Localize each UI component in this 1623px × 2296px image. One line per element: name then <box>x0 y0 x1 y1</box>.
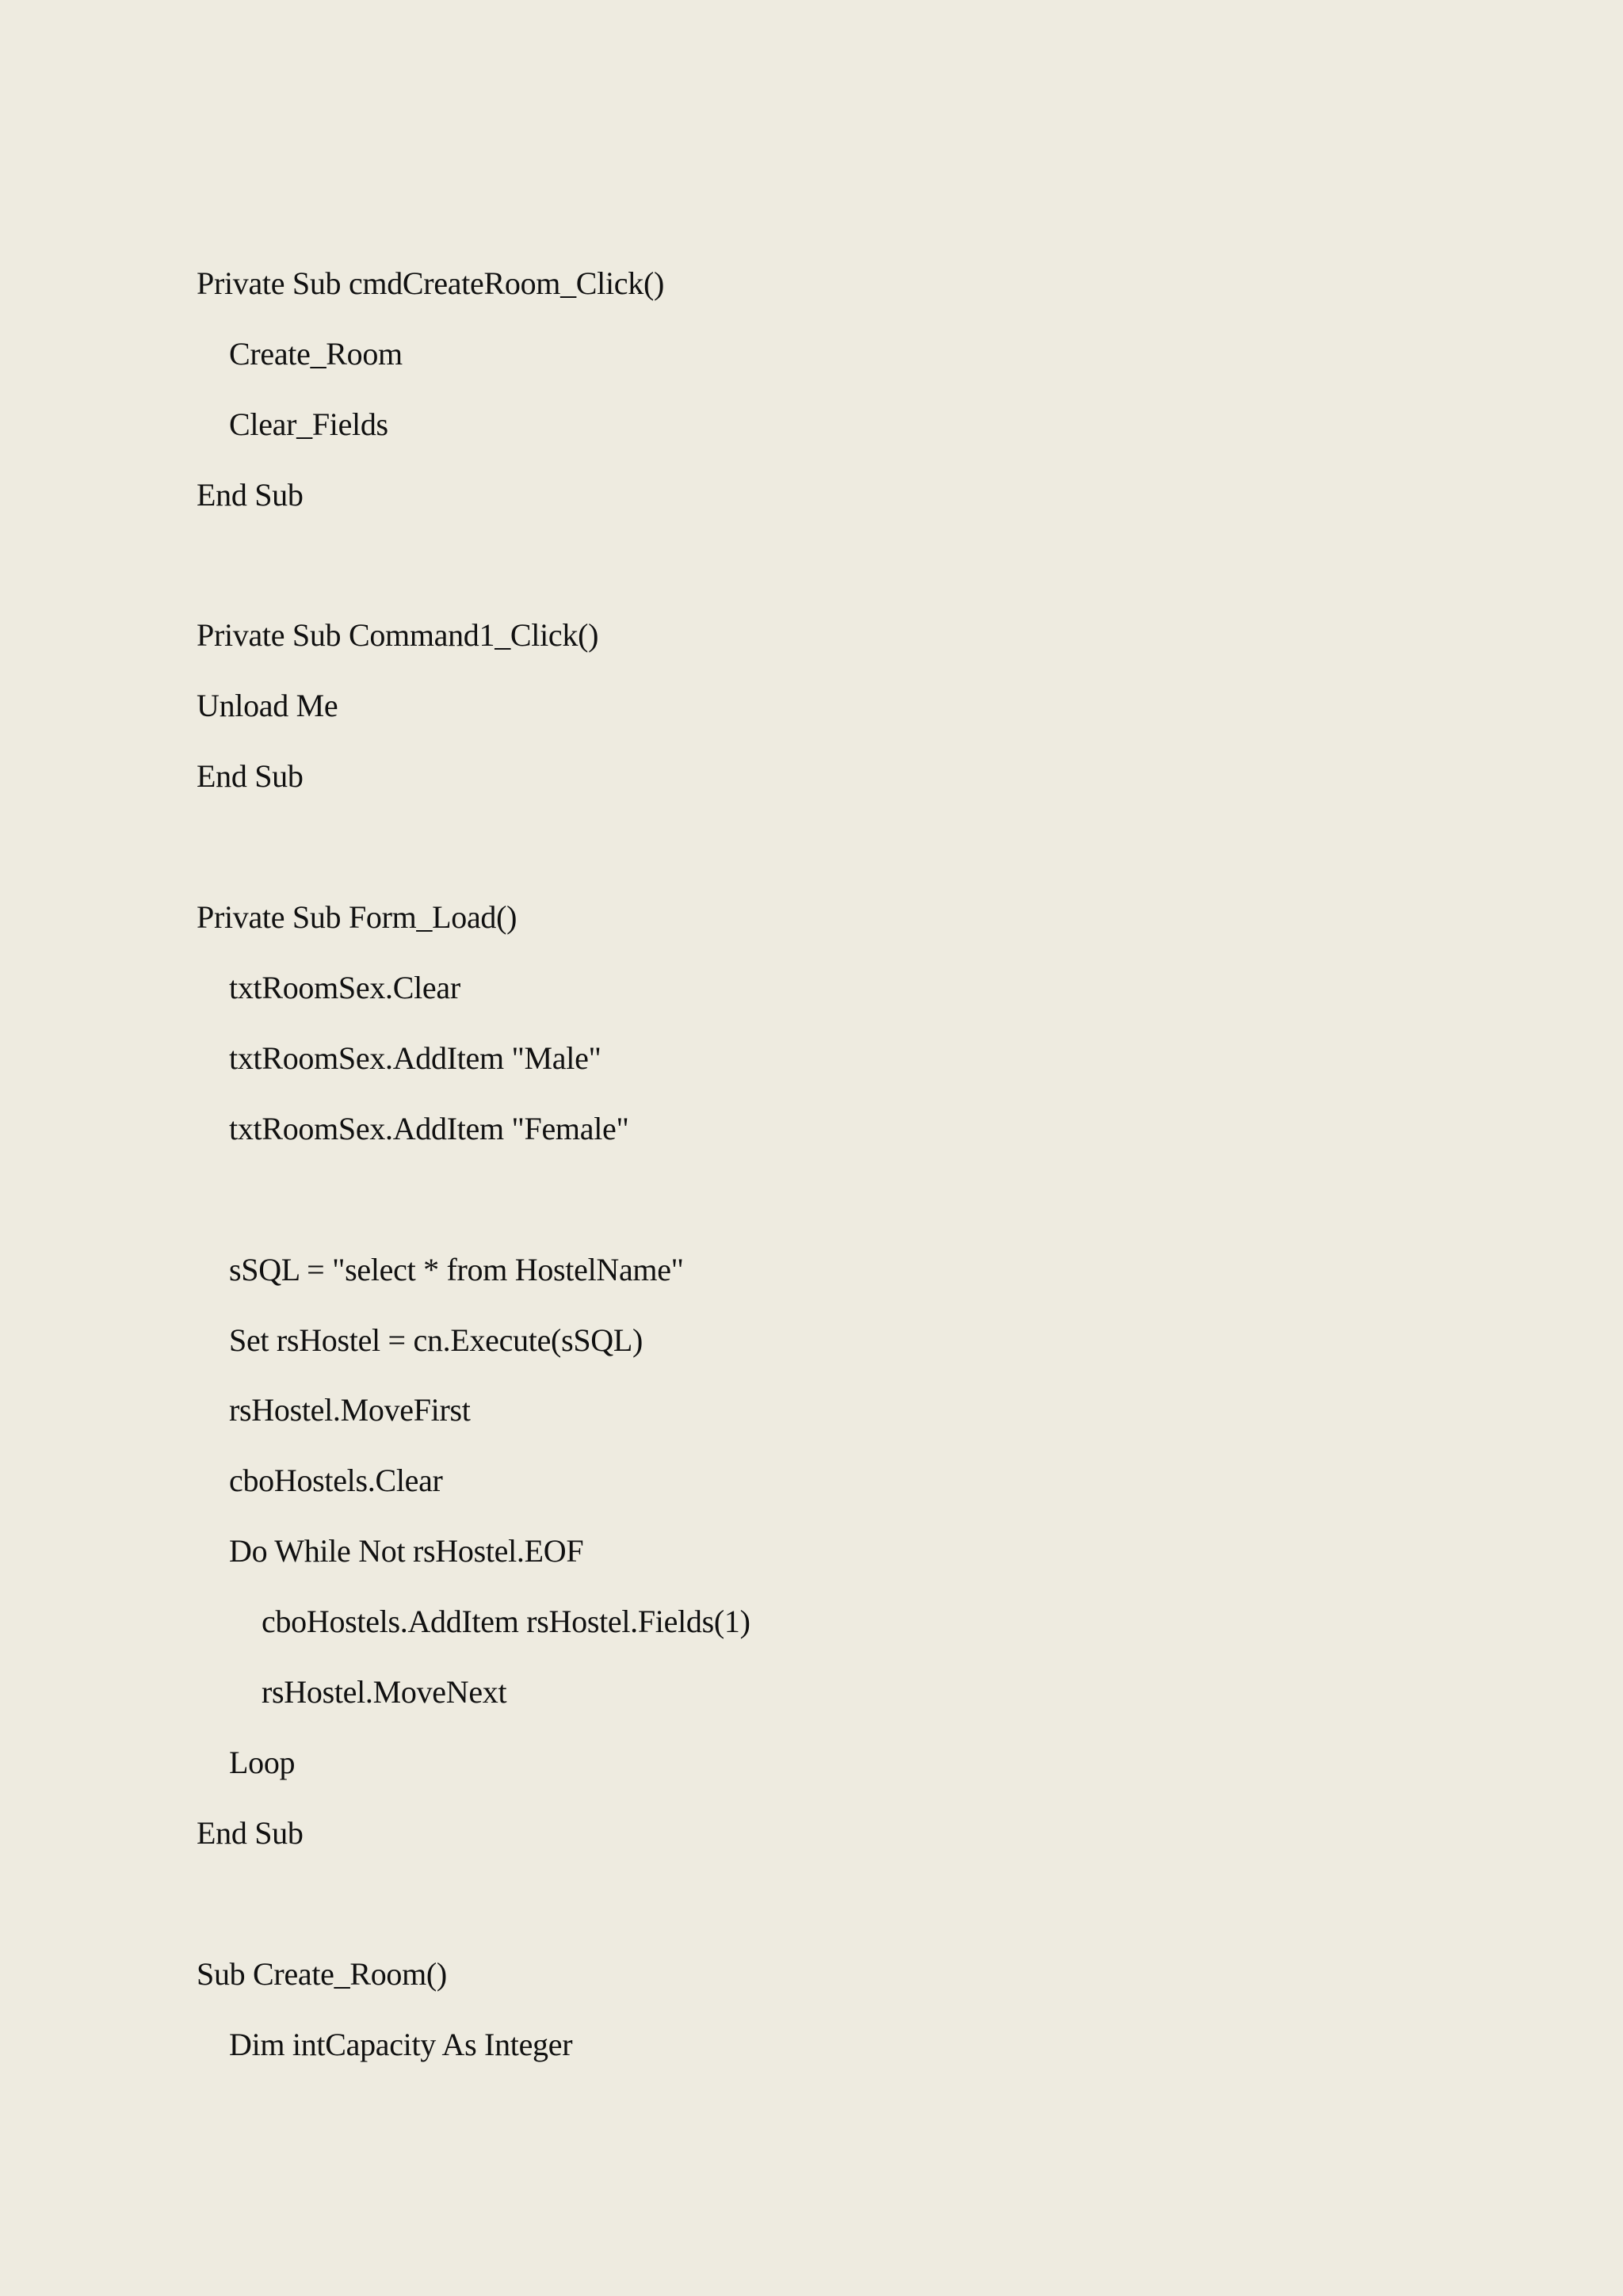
code-line: Sub Create_Room() <box>197 1956 447 1992</box>
code-line: sSQL = "select * from HostelName" <box>229 1252 684 1287</box>
code-line: Clear_Fields <box>229 406 388 442</box>
code-line: Unload Me <box>197 688 338 723</box>
code-line: cboHostels.AddItem rsHostel.Fields(1) <box>262 1604 750 1639</box>
code-line: Dim intCapacity As Integer <box>229 2027 573 2062</box>
code-line: txtRoomSex.AddItem "Female" <box>229 1111 629 1146</box>
code-line: Set rsHostel = cn.Execute(sSQL) <box>229 1322 643 1358</box>
code-line: End Sub <box>197 477 304 513</box>
code-line: cboHostels.Clear <box>229 1463 443 1498</box>
code-line: txtRoomSex.AddItem "Male" <box>229 1040 601 1076</box>
code-line: rsHostel.MoveFirst <box>229 1392 471 1428</box>
code-line: Do While Not rsHostel.EOF <box>229 1533 584 1569</box>
code-line: txtRoomSex.Clear <box>229 970 460 1005</box>
code-line: Private Sub cmdCreateRoom_Click() <box>197 265 664 301</box>
code-line: End Sub <box>197 1815 304 1851</box>
code-line: rsHostel.MoveNext <box>262 1674 507 1710</box>
code-line: Loop <box>229 1745 296 1780</box>
code-line: End Sub <box>197 758 304 794</box>
code-line: Private Sub Command1_Click() <box>197 617 599 653</box>
code-line: Private Sub Form_Load() <box>197 899 517 935</box>
code-line: Create_Room <box>229 336 403 372</box>
